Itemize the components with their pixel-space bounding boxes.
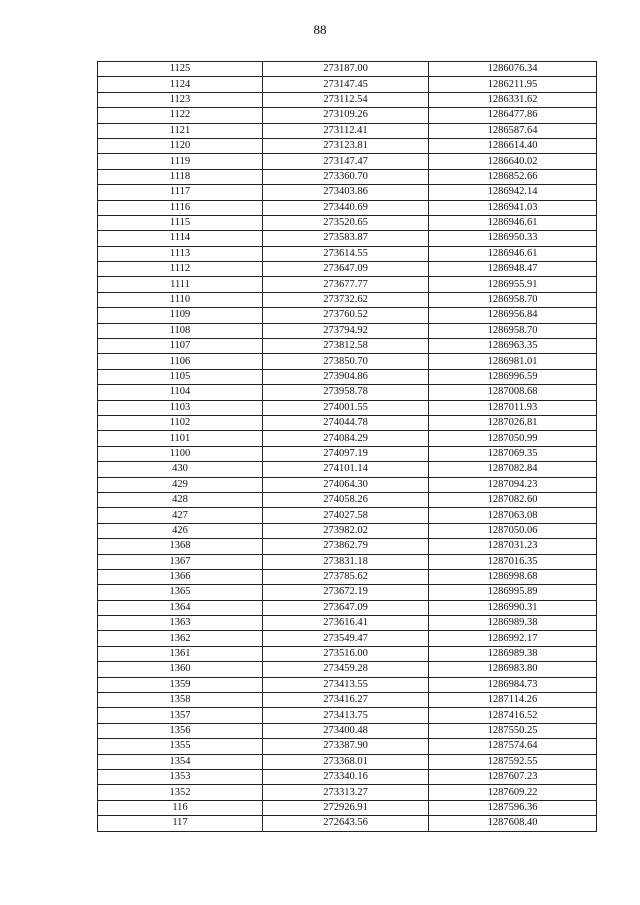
point-number-cell: 1363 <box>98 616 263 631</box>
point-number-cell: 1357 <box>98 708 263 723</box>
table-row <box>98 169 597 184</box>
point-number-cell: 1102 <box>98 415 263 430</box>
x-coordinate-cell: 273850.70 <box>263 354 429 369</box>
point-number-cell: 1353 <box>98 769 263 784</box>
point-number-cell: 428 <box>98 492 263 507</box>
y-coordinate-cell: 1286956.84 <box>429 308 597 323</box>
table-row <box>98 800 597 815</box>
point-number-cell: 429 <box>98 477 263 492</box>
point-number-cell: 1365 <box>98 585 263 600</box>
y-coordinate-cell: 1287050.99 <box>429 431 597 446</box>
point-number-cell: 1100 <box>98 446 263 461</box>
x-coordinate-cell: 273403.86 <box>263 185 429 200</box>
table-row <box>98 646 597 661</box>
x-coordinate-cell: 273677.77 <box>263 277 429 292</box>
table-row <box>98 508 597 523</box>
table-row <box>98 77 597 92</box>
point-number-cell: 1121 <box>98 123 263 138</box>
table-row <box>98 693 597 708</box>
y-coordinate-cell: 1286941.03 <box>429 200 597 215</box>
y-coordinate-cell: 1286948.47 <box>429 262 597 277</box>
table-row <box>98 446 597 461</box>
y-coordinate-cell: 1286946.61 <box>429 215 597 230</box>
x-coordinate-cell: 273862.79 <box>263 539 429 554</box>
x-coordinate-cell: 273812.58 <box>263 339 429 354</box>
y-coordinate-cell: 1286942.14 <box>429 185 597 200</box>
table-row <box>98 108 597 123</box>
x-coordinate-cell: 274084.29 <box>263 431 429 446</box>
table-row <box>98 92 597 107</box>
x-coordinate-cell: 272926.91 <box>263 800 429 815</box>
table-row <box>98 385 597 400</box>
x-coordinate-cell: 273672.19 <box>263 585 429 600</box>
table-row <box>98 262 597 277</box>
x-coordinate-cell: 273583.87 <box>263 231 429 246</box>
x-coordinate-cell: 272643.56 <box>263 816 429 831</box>
table-row <box>98 708 597 723</box>
x-coordinate-cell: 273413.55 <box>263 677 429 692</box>
x-coordinate-cell: 273187.00 <box>263 62 429 77</box>
x-coordinate-cell: 273785.62 <box>263 569 429 584</box>
point-number-cell: 1103 <box>98 400 263 415</box>
point-number-cell: 1366 <box>98 569 263 584</box>
x-coordinate-cell: 273123.81 <box>263 138 429 153</box>
x-coordinate-cell: 274097.19 <box>263 446 429 461</box>
point-number-cell: 1113 <box>98 246 263 261</box>
table-row <box>98 785 597 800</box>
y-coordinate-cell: 1286331.62 <box>429 92 597 107</box>
point-number-cell: 1355 <box>98 739 263 754</box>
x-coordinate-cell: 273614.55 <box>263 246 429 261</box>
point-number-cell: 1109 <box>98 308 263 323</box>
y-coordinate-cell: 1287114.26 <box>429 693 597 708</box>
y-coordinate-cell: 1287574.64 <box>429 739 597 754</box>
table-row <box>98 185 597 200</box>
table-row <box>98 339 597 354</box>
table-row <box>98 616 597 631</box>
point-number-cell: 1125 <box>98 62 263 77</box>
y-coordinate-cell: 1286477.86 <box>429 108 597 123</box>
y-coordinate-cell: 1287596.36 <box>429 800 597 815</box>
table-row <box>98 462 597 477</box>
y-coordinate-cell: 1286989.38 <box>429 616 597 631</box>
y-coordinate-cell: 1286640.02 <box>429 154 597 169</box>
x-coordinate-cell: 273340.16 <box>263 769 429 784</box>
x-coordinate-cell: 274027.58 <box>263 508 429 523</box>
point-number-cell: 1358 <box>98 693 263 708</box>
table-row <box>98 231 597 246</box>
x-coordinate-cell: 273147.45 <box>263 77 429 92</box>
point-number-cell: 1352 <box>98 785 263 800</box>
point-number-cell: 1364 <box>98 600 263 615</box>
table-row <box>98 400 597 415</box>
table-row <box>98 308 597 323</box>
y-coordinate-cell: 1286983.80 <box>429 662 597 677</box>
y-coordinate-cell: 1287608.40 <box>429 816 597 831</box>
table-row <box>98 677 597 692</box>
y-coordinate-cell: 1287094.23 <box>429 477 597 492</box>
x-coordinate-cell: 273109.26 <box>263 108 429 123</box>
y-coordinate-cell: 1286992.17 <box>429 631 597 646</box>
y-coordinate-cell: 1287008.68 <box>429 385 597 400</box>
point-number-cell: 430 <box>98 462 263 477</box>
table-row <box>98 554 597 569</box>
point-number-cell: 1117 <box>98 185 263 200</box>
x-coordinate-cell: 274101.14 <box>263 462 429 477</box>
x-coordinate-cell: 273520.65 <box>263 215 429 230</box>
table-row <box>98 323 597 338</box>
y-coordinate-cell: 1286852.66 <box>429 169 597 184</box>
point-number-cell: 1101 <box>98 431 263 446</box>
x-coordinate-cell: 274044.78 <box>263 415 429 430</box>
y-coordinate-cell: 1287050.06 <box>429 523 597 538</box>
x-coordinate-cell: 273516.00 <box>263 646 429 661</box>
point-number-cell: 1120 <box>98 138 263 153</box>
y-coordinate-cell: 1286958.70 <box>429 323 597 338</box>
point-number-cell: 1111 <box>98 277 263 292</box>
point-number-cell: 1362 <box>98 631 263 646</box>
y-coordinate-cell: 1287026.81 <box>429 415 597 430</box>
point-number-cell: 1119 <box>98 154 263 169</box>
x-coordinate-cell: 273794.92 <box>263 323 429 338</box>
point-number-cell: 426 <box>98 523 263 538</box>
table-row <box>98 539 597 554</box>
table-row <box>98 62 597 77</box>
table-row <box>98 477 597 492</box>
x-coordinate-cell: 273413.75 <box>263 708 429 723</box>
y-coordinate-cell: 1286995.89 <box>429 585 597 600</box>
y-coordinate-cell: 1286984.73 <box>429 677 597 692</box>
x-coordinate-cell: 273147.47 <box>263 154 429 169</box>
x-coordinate-cell: 273958.78 <box>263 385 429 400</box>
table-row <box>98 277 597 292</box>
table-row <box>98 754 597 769</box>
table-row <box>98 123 597 138</box>
y-coordinate-cell: 1287550.25 <box>429 723 597 738</box>
table-row <box>98 523 597 538</box>
y-coordinate-cell: 1286587.64 <box>429 123 597 138</box>
y-coordinate-cell: 1286955.91 <box>429 277 597 292</box>
table-row <box>98 415 597 430</box>
y-coordinate-cell: 1286981.01 <box>429 354 597 369</box>
y-coordinate-cell: 1286990.31 <box>429 600 597 615</box>
x-coordinate-cell: 273440.69 <box>263 200 429 215</box>
y-coordinate-cell: 1287607.23 <box>429 769 597 784</box>
y-coordinate-cell: 1287416.52 <box>429 708 597 723</box>
point-number-cell: 1356 <box>98 723 263 738</box>
y-coordinate-cell: 1287592.55 <box>429 754 597 769</box>
table-row <box>98 200 597 215</box>
coordinates-table-body <box>98 62 597 832</box>
x-coordinate-cell: 273360.70 <box>263 169 429 184</box>
table-row <box>98 246 597 261</box>
y-coordinate-cell: 1287031.23 <box>429 539 597 554</box>
x-coordinate-cell: 274064.30 <box>263 477 429 492</box>
table-row <box>98 600 597 615</box>
point-number-cell: 1108 <box>98 323 263 338</box>
point-number-cell: 1118 <box>98 169 263 184</box>
y-coordinate-cell: 1287011.93 <box>429 400 597 415</box>
y-coordinate-cell: 1287069.35 <box>429 446 597 461</box>
point-number-cell: 1112 <box>98 262 263 277</box>
y-coordinate-cell: 1287082.84 <box>429 462 597 477</box>
table-row <box>98 585 597 600</box>
x-coordinate-cell: 273732.62 <box>263 292 429 307</box>
x-coordinate-cell: 274001.55 <box>263 400 429 415</box>
point-number-cell: 1115 <box>98 215 263 230</box>
x-coordinate-cell: 273112.41 <box>263 123 429 138</box>
y-coordinate-cell: 1287609.22 <box>429 785 597 800</box>
table-row <box>98 816 597 831</box>
y-coordinate-cell: 1286614.40 <box>429 138 597 153</box>
y-coordinate-cell: 1287082.60 <box>429 492 597 507</box>
point-number-cell: 427 <box>98 508 263 523</box>
x-coordinate-cell: 273416.27 <box>263 693 429 708</box>
point-number-cell: 1354 <box>98 754 263 769</box>
point-number-cell: 1367 <box>98 554 263 569</box>
point-number-cell: 1368 <box>98 539 263 554</box>
table-row <box>98 431 597 446</box>
x-coordinate-cell: 273904.86 <box>263 369 429 384</box>
page-number: 88 <box>313 22 327 37</box>
table-row <box>98 739 597 754</box>
point-number-cell: 117 <box>98 816 263 831</box>
y-coordinate-cell: 1286998.68 <box>429 569 597 584</box>
table-row <box>98 154 597 169</box>
table-row <box>98 569 597 584</box>
table-row <box>98 492 597 507</box>
table-row <box>98 769 597 784</box>
point-number-cell: 1360 <box>98 662 263 677</box>
x-coordinate-cell: 273831.18 <box>263 554 429 569</box>
x-coordinate-cell: 273616.41 <box>263 616 429 631</box>
table-row <box>98 292 597 307</box>
x-coordinate-cell: 273400.48 <box>263 723 429 738</box>
point-number-cell: 1104 <box>98 385 263 400</box>
x-coordinate-cell: 273549.47 <box>263 631 429 646</box>
y-coordinate-cell: 1286996.59 <box>429 369 597 384</box>
y-coordinate-cell: 1286963.35 <box>429 339 597 354</box>
table-row <box>98 138 597 153</box>
point-number-cell: 1359 <box>98 677 263 692</box>
table-row <box>98 631 597 646</box>
point-number-cell: 1361 <box>98 646 263 661</box>
y-coordinate-cell: 1286211.95 <box>429 77 597 92</box>
y-coordinate-cell: 1286989.38 <box>429 646 597 661</box>
point-number-cell: 1105 <box>98 369 263 384</box>
y-coordinate-cell: 1286950.33 <box>429 231 597 246</box>
y-coordinate-cell: 1286076.34 <box>429 62 597 77</box>
table-row <box>98 723 597 738</box>
point-number-cell: 1122 <box>98 108 263 123</box>
table-row <box>98 354 597 369</box>
coordinates-table <box>97 61 597 832</box>
x-coordinate-cell: 273112.54 <box>263 92 429 107</box>
x-coordinate-cell: 273387.90 <box>263 739 429 754</box>
point-number-cell: 1107 <box>98 339 263 354</box>
point-number-cell: 116 <box>98 800 263 815</box>
point-number-cell: 1123 <box>98 92 263 107</box>
y-coordinate-cell: 1287063.08 <box>429 508 597 523</box>
x-coordinate-cell: 273647.09 <box>263 600 429 615</box>
point-number-cell: 1116 <box>98 200 263 215</box>
point-number-cell: 1124 <box>98 77 263 92</box>
point-number-cell: 1114 <box>98 231 263 246</box>
point-number-cell: 1106 <box>98 354 263 369</box>
point-number-cell: 1110 <box>98 292 263 307</box>
x-coordinate-cell: 273982.02 <box>263 523 429 538</box>
x-coordinate-cell: 273760.52 <box>263 308 429 323</box>
x-coordinate-cell: 273313.27 <box>263 785 429 800</box>
table-row <box>98 369 597 384</box>
table-row <box>98 662 597 677</box>
y-coordinate-cell: 1286958.70 <box>429 292 597 307</box>
y-coordinate-cell: 1286946.61 <box>429 246 597 261</box>
y-coordinate-cell: 1287016.35 <box>429 554 597 569</box>
x-coordinate-cell: 273459.28 <box>263 662 429 677</box>
x-coordinate-cell: 273647.09 <box>263 262 429 277</box>
x-coordinate-cell: 274058.26 <box>263 492 429 507</box>
x-coordinate-cell: 273368.01 <box>263 754 429 769</box>
table-row <box>98 215 597 230</box>
